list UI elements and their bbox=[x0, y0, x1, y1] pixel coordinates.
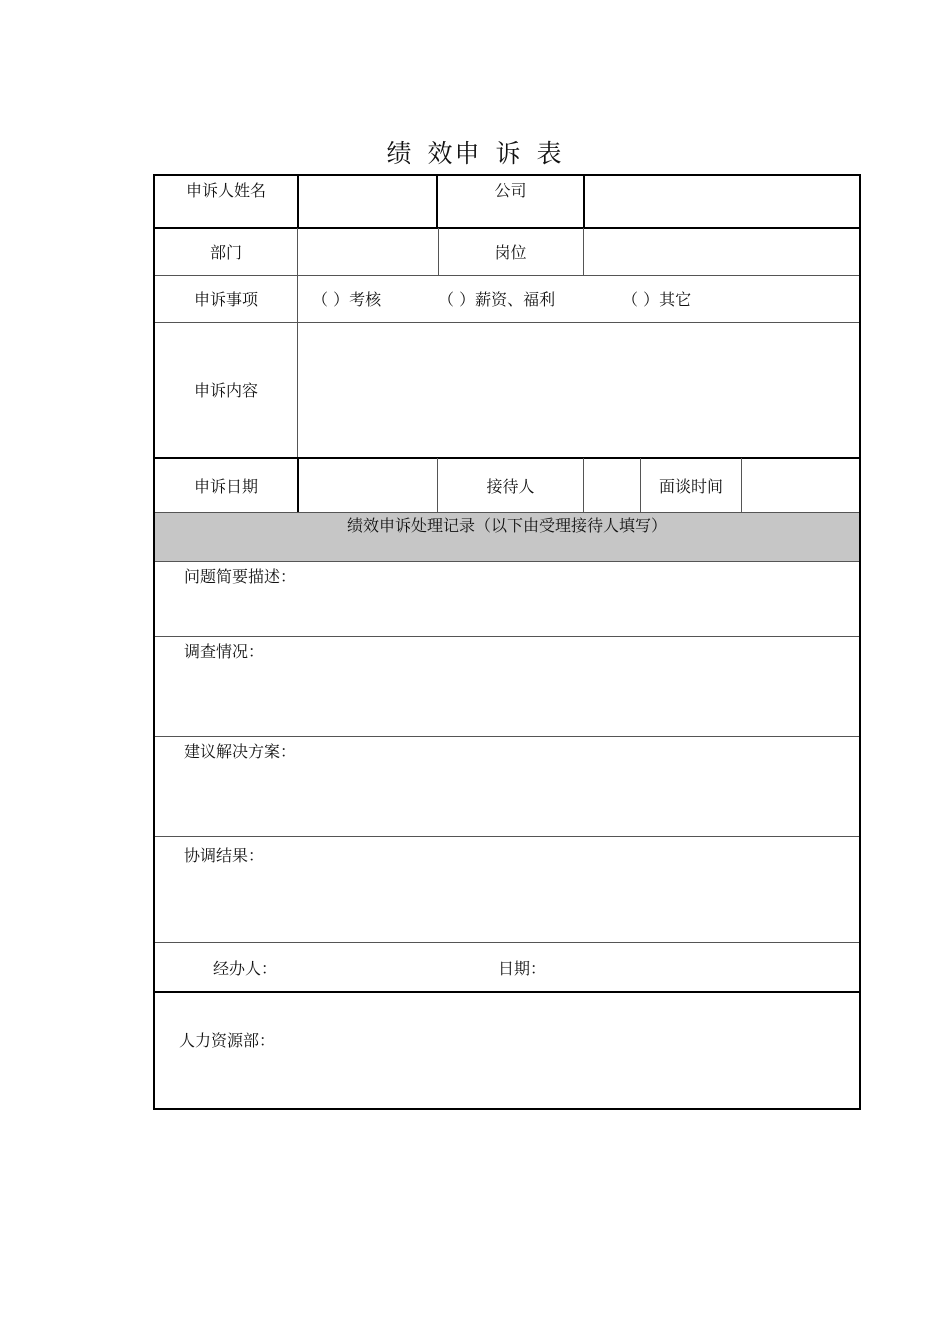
col-divider bbox=[297, 458, 299, 512]
row-divider bbox=[155, 636, 859, 637]
row-divider bbox=[155, 512, 859, 513]
label-appeal-content: 申诉内容 bbox=[193, 381, 258, 400]
label-position: 岗位 bbox=[494, 243, 527, 262]
option-assessment[interactable]: （ ）考核 bbox=[312, 290, 382, 309]
row-divider bbox=[155, 942, 859, 943]
label-department: 部门 bbox=[209, 243, 242, 262]
label-coordination-result: 协调结果： bbox=[184, 846, 265, 865]
col-divider bbox=[741, 458, 742, 512]
row-divider bbox=[155, 991, 859, 993]
title-char: 效申 bbox=[427, 139, 482, 168]
section-header: 绩效申诉处理记录（以下由受理接待人填写） bbox=[346, 516, 667, 535]
label-hr-department: 人力资源部： bbox=[179, 1031, 276, 1050]
option-other[interactable]: （ ）其它 bbox=[622, 290, 692, 309]
row-divider bbox=[155, 836, 859, 837]
option-salary-benefits[interactable]: （ ）薪资、福利 bbox=[438, 290, 556, 309]
label-receiver: 接待人 bbox=[486, 477, 535, 496]
label-appeal-item: 申诉事项 bbox=[193, 290, 258, 309]
col-divider bbox=[297, 176, 299, 228]
row-divider bbox=[155, 275, 859, 276]
row-divider bbox=[155, 457, 859, 459]
col-divider bbox=[297, 228, 298, 457]
col-divider bbox=[583, 228, 584, 275]
col-divider bbox=[583, 176, 585, 228]
label-investigation: 调查情况： bbox=[184, 642, 265, 661]
title-char: 诉 bbox=[495, 139, 523, 168]
row-divider bbox=[155, 322, 859, 323]
label-problem-description: 问题简要描述： bbox=[184, 567, 297, 586]
title-char: 表 bbox=[536, 139, 564, 168]
row-divider bbox=[155, 227, 859, 229]
label-appeal-date: 申诉日期 bbox=[193, 477, 258, 496]
form-title bbox=[0, 134, 950, 170]
label-suggested-solution: 建议解决方案： bbox=[184, 742, 297, 761]
title-char: 绩 bbox=[386, 139, 414, 168]
col-divider bbox=[583, 458, 584, 512]
appeal-form-table bbox=[153, 174, 861, 1110]
row-divider bbox=[155, 561, 859, 562]
label-interview-time: 面谈时间 bbox=[658, 477, 723, 496]
row-divider bbox=[155, 736, 859, 737]
label-handler: 经办人： bbox=[213, 959, 278, 978]
label-company: 公司 bbox=[494, 181, 527, 200]
label-date: 日期： bbox=[498, 959, 547, 978]
label-appellant-name: 申诉人姓名 bbox=[185, 181, 266, 200]
